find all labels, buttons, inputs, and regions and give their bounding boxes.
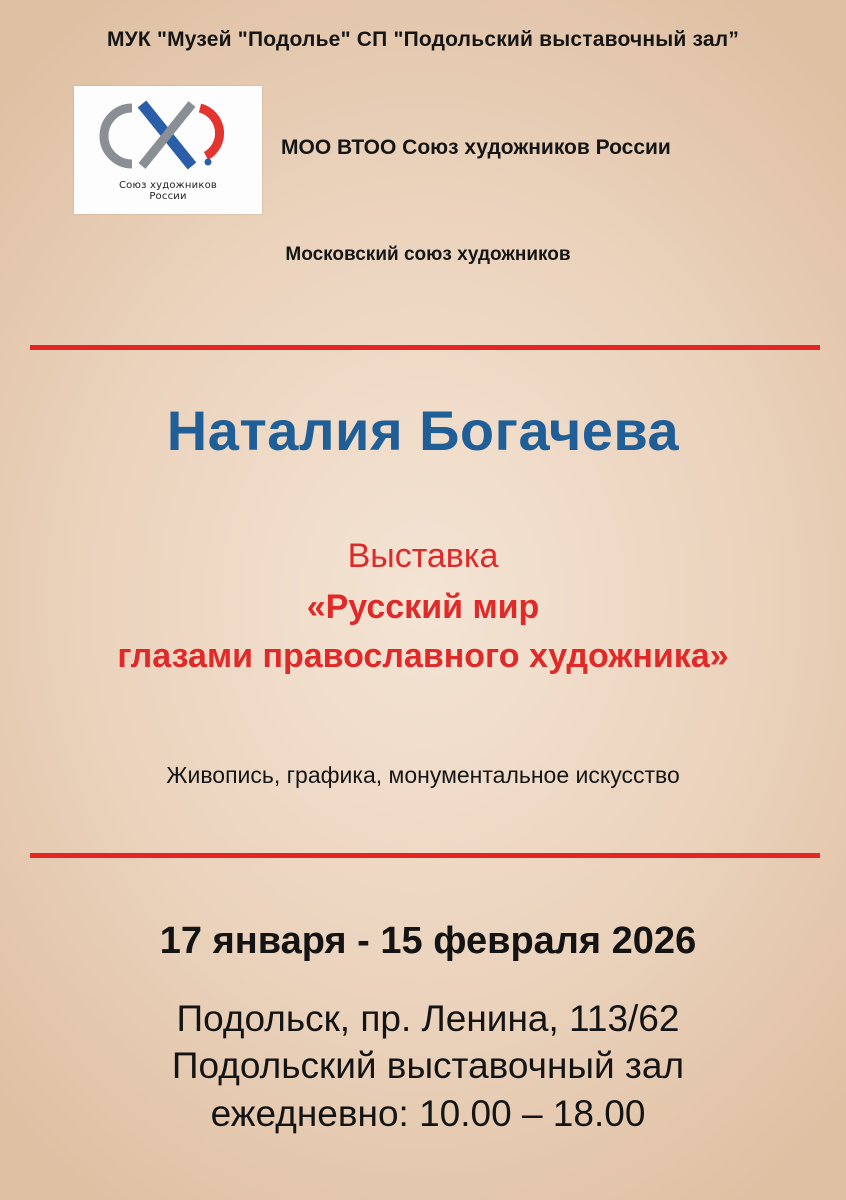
exhibition-title-line-1: «Русский мир	[306, 588, 540, 626]
union-russia-name: МОО ВТОО Союз художников России	[281, 136, 671, 159]
venue-name: Подольский выставочный зал	[171, 1045, 685, 1086]
exhibition-title-line-2: глазами православного художника»	[117, 637, 729, 675]
top-divider	[30, 345, 820, 350]
bottom-divider	[30, 853, 820, 858]
exhibition-dates: 17 января - 15 февраля 2026	[159, 920, 697, 962]
artist-name: Наталия Богачева	[166, 399, 680, 462]
opening-hours: ежедневно: 10.00 – 18.00	[210, 1093, 646, 1134]
logo-caption	[74, 180, 262, 202]
artists-union-emblem-icon	[88, 94, 248, 176]
logo-caption-line-1: Союз художников	[119, 180, 217, 191]
exhibition-label: Выставка	[347, 537, 499, 575]
venue-address: Подольск, пр. Ленина, 113/62	[176, 998, 680, 1039]
artists-union-logo	[74, 86, 262, 214]
organizer-header: МУК "Музей "Подолье" СП "Подольский выставочный зал”	[106, 28, 740, 51]
exhibition-genres: Живопись, графика, монументальное искусство	[166, 762, 680, 788]
logo-caption-line-2: России	[149, 191, 187, 202]
moscow-union-name: Московский союз художников	[285, 244, 571, 265]
